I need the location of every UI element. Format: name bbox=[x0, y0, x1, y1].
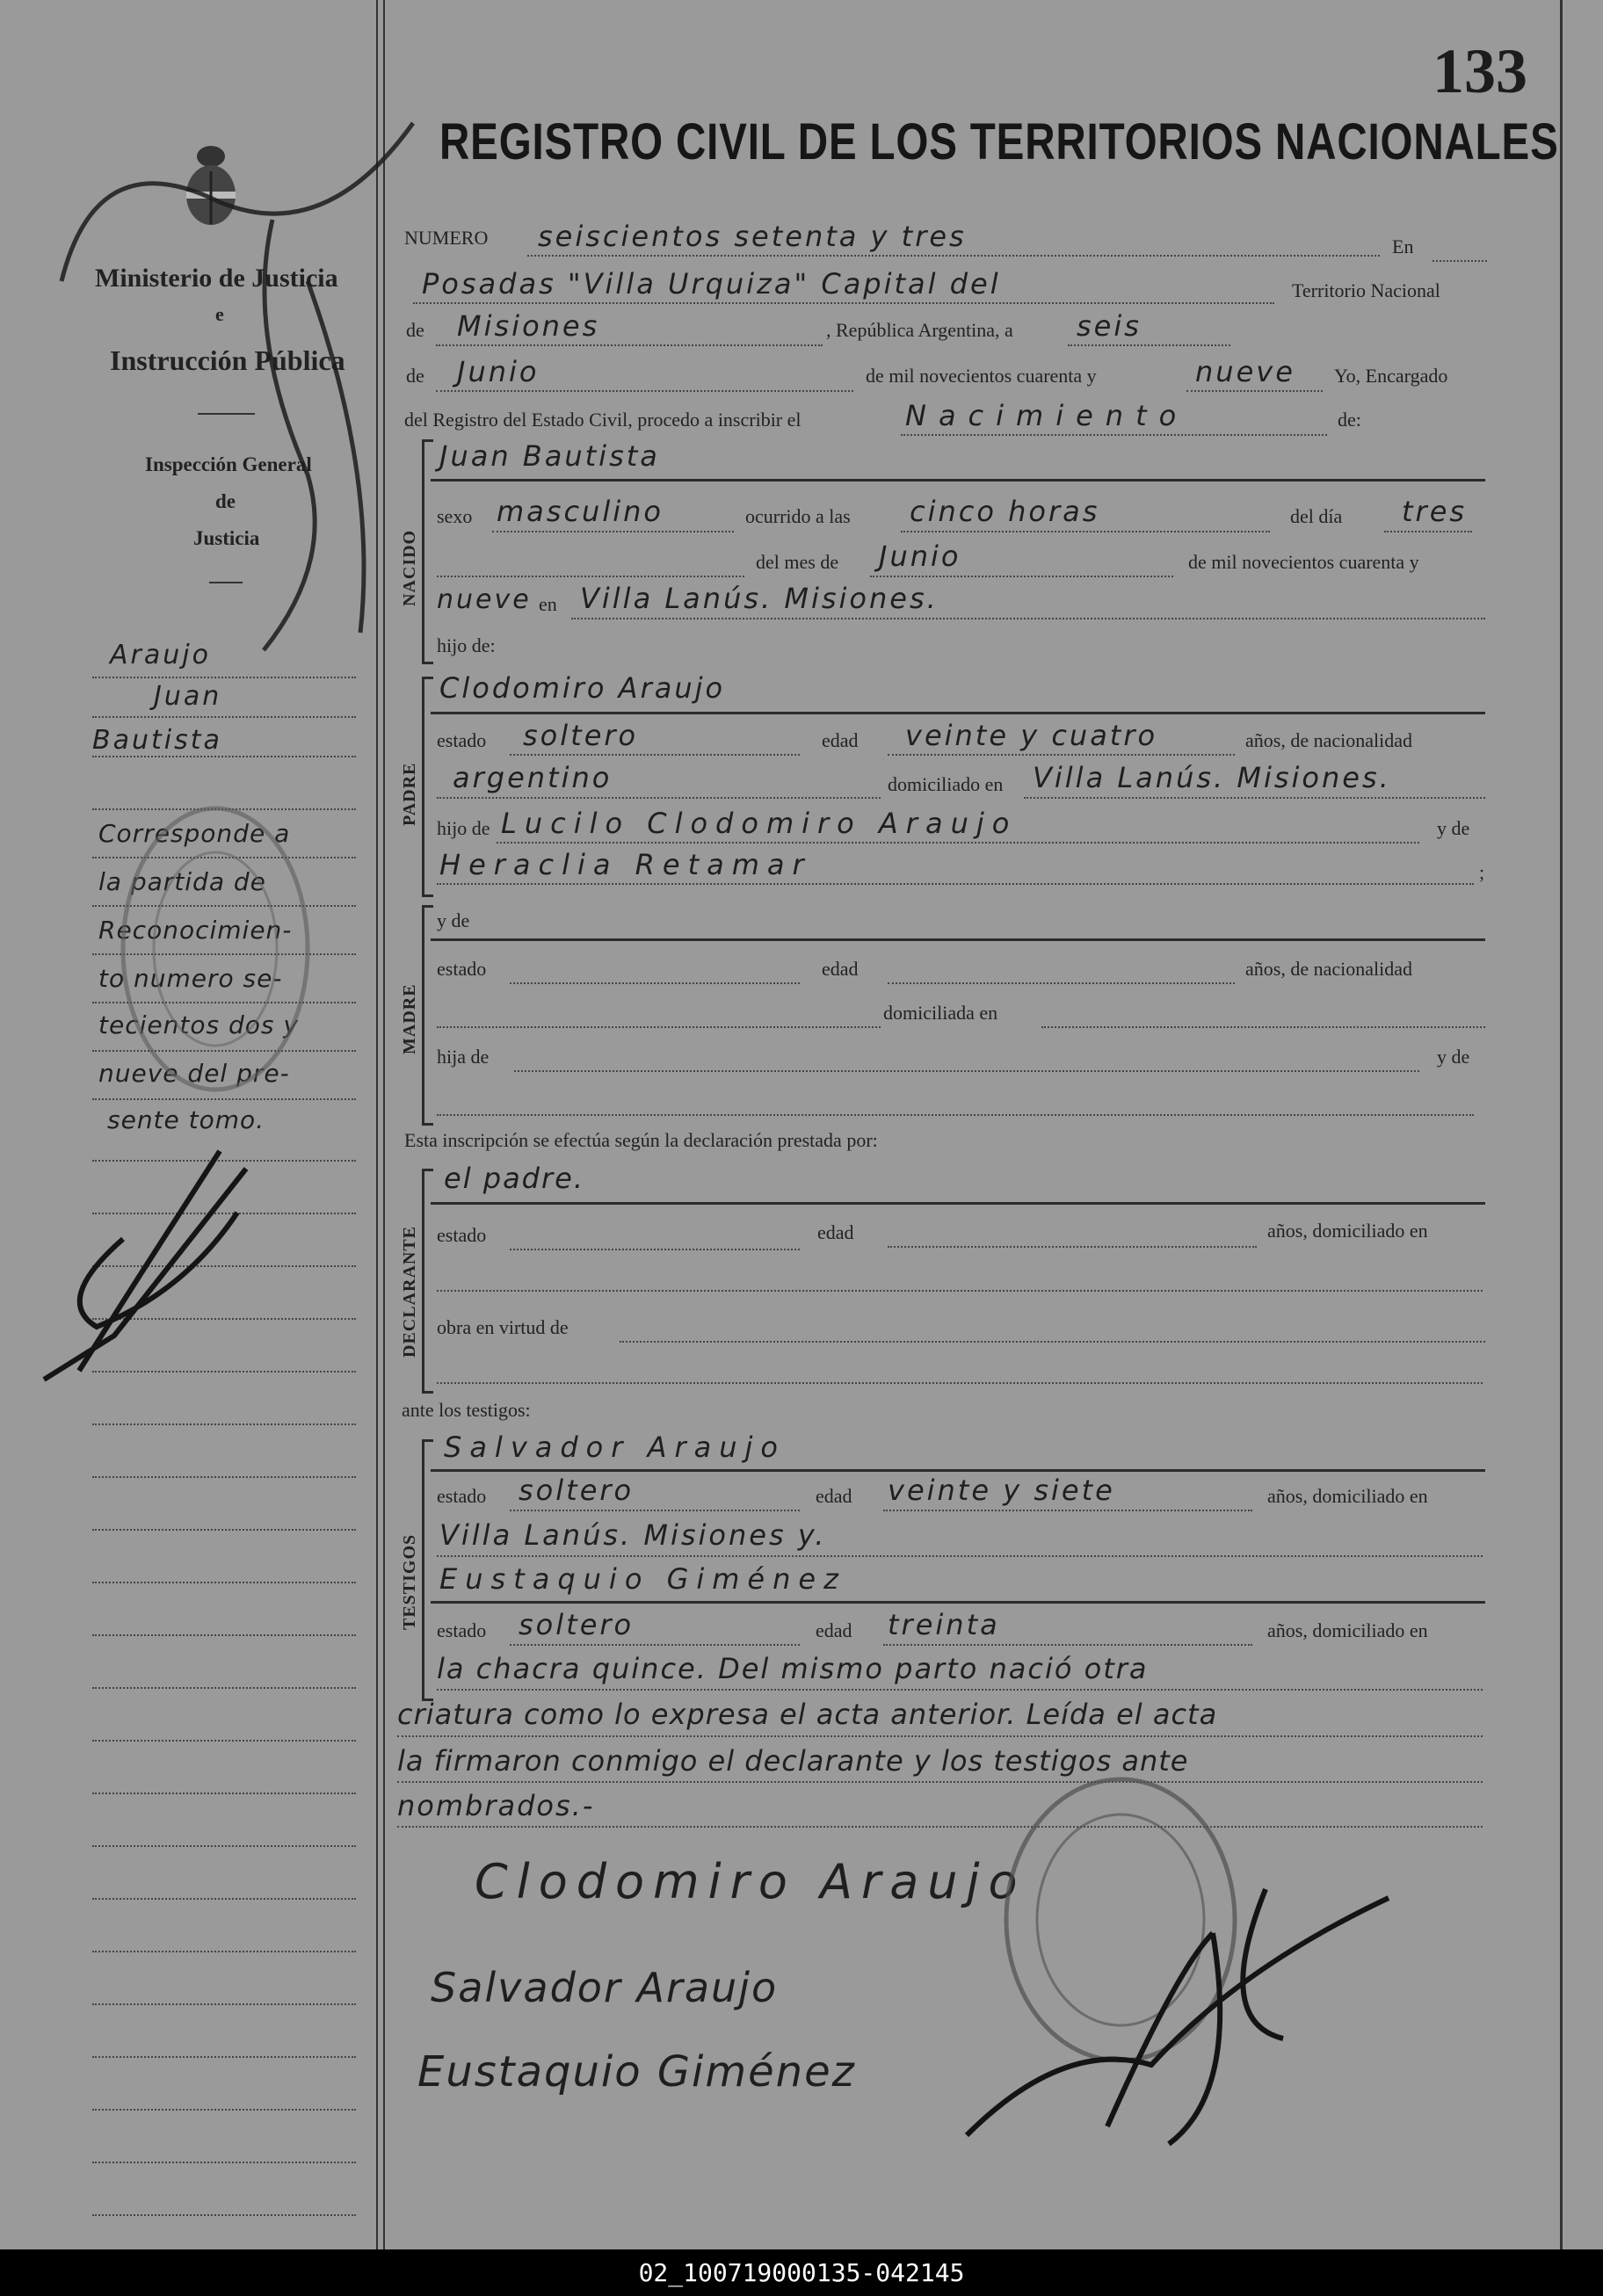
testigo1-edad-label: edad bbox=[816, 1485, 852, 1507]
right-edge-rule bbox=[1560, 0, 1563, 2249]
numero-value: seiscientos setenta y tres bbox=[538, 220, 967, 253]
hora-value: cinco horas bbox=[910, 495, 1100, 528]
inspection-line3: Justicia bbox=[193, 527, 260, 549]
footer-id-bar: 02_100719000135-042145 bbox=[0, 2249, 1603, 2296]
registro-text: del Registro del Estado Civil, procedo a inscribir el bbox=[404, 409, 802, 431]
ministry-line2: Instrucción Pública bbox=[110, 344, 345, 376]
place-value: Posadas "Villa Urquiza" Capital del bbox=[422, 267, 1001, 301]
margin-note-4: tecientos dos y bbox=[98, 1010, 299, 1039]
margin-note-6: sente tomo. bbox=[107, 1105, 265, 1134]
closing-line-3: nombrados.- bbox=[397, 1789, 595, 1822]
closing-line-1: criatura como lo expresa el acta anterior. Leída el acta bbox=[397, 1698, 1218, 1731]
flourish-scribble bbox=[44, 105, 439, 677]
padre-brace bbox=[422, 677, 433, 897]
testigo2-estado: soltero bbox=[519, 1608, 635, 1641]
declaracion-text: Esta inscripción se efectúa según la declaración prestada por: bbox=[404, 1129, 878, 1151]
year-value: nueve bbox=[1195, 355, 1295, 388]
padre-y-de-label: y de bbox=[1437, 817, 1470, 839]
madre-estado-label: estado bbox=[437, 958, 487, 980]
testigo1-anos-label: años, domiciliado en bbox=[1267, 1485, 1428, 1507]
closing-line-0: la chacra quince. Del mismo parto nació otra bbox=[437, 1652, 1149, 1685]
form-title: REGISTRO CIVIL DE LOS TERRITORIOS NACIONALES bbox=[439, 113, 1559, 170]
closing-line-2: la firmaron conmigo el declarante y los testigos ante bbox=[397, 1744, 1189, 1778]
margin-stamp bbox=[114, 795, 316, 1103]
margin-note-0: Corresponde a bbox=[98, 819, 291, 848]
declarante-label: DECLARANTE bbox=[400, 1225, 419, 1358]
padre-father-value: Lucilo Clodomiro Araujo bbox=[501, 807, 1018, 840]
republica-label: , República Argentina, a bbox=[826, 319, 1013, 341]
testigos-label: TESTIGOS bbox=[400, 1533, 419, 1630]
declarante-obra-label: obra en virtud de bbox=[437, 1316, 569, 1338]
month-value: Junio bbox=[457, 355, 540, 388]
testigo1-edad: veinte y siete bbox=[888, 1474, 1115, 1507]
padre-nacionalidad-value: argentino bbox=[453, 761, 613, 794]
nacido-year-value: nueve bbox=[437, 584, 532, 615]
madre-label: MADRE bbox=[400, 983, 419, 1054]
inspection-line1: Inspección General bbox=[145, 453, 312, 475]
padre-label: PADRE bbox=[400, 762, 419, 826]
numero-label: NUMERO bbox=[404, 227, 489, 249]
margin-note-5: nueve del pre- bbox=[98, 1059, 290, 1088]
testigo1-estado: soltero bbox=[519, 1474, 635, 1507]
padre-domicilio-value: Villa Lanús. Misiones. bbox=[1033, 761, 1391, 794]
madre-hija-label: hija de bbox=[437, 1046, 490, 1068]
declarante-name: el padre. bbox=[444, 1162, 584, 1195]
testigo2-edad: treinta bbox=[888, 1608, 1000, 1641]
margin-given1: Juan bbox=[154, 681, 222, 712]
signature-salvador: Salvador Araujo bbox=[431, 1964, 779, 2011]
padre-edad-label: edad bbox=[822, 729, 859, 751]
en-label: En bbox=[1392, 235, 1414, 257]
padre-estado-label: estado bbox=[437, 729, 487, 751]
yo-text: Yo, Encargado bbox=[1334, 365, 1448, 387]
margin-note-3: to numero se- bbox=[98, 964, 283, 993]
declarante-edad-label: edad bbox=[817, 1221, 854, 1243]
del-mes-label: del mes de bbox=[756, 551, 839, 573]
padre-edad-value: veinte y cuatro bbox=[905, 719, 1158, 752]
madre-domiciliada-label: domiciliada en bbox=[883, 1002, 998, 1024]
declarante-estado-label: estado bbox=[437, 1224, 487, 1246]
de-label-1: de bbox=[406, 319, 424, 341]
day-value: seis bbox=[1077, 309, 1142, 343]
page-number: 133 bbox=[1433, 36, 1527, 106]
dia-value: tres bbox=[1402, 495, 1468, 528]
nacido-label: NACIDO bbox=[400, 529, 419, 606]
margin-note-1: la partida de bbox=[98, 867, 266, 896]
year-text: de mil novecientos cuarenta y bbox=[866, 365, 1097, 387]
padre-anos-label: años, de nacionalidad bbox=[1245, 729, 1412, 751]
margin-surname: Araujo bbox=[110, 640, 211, 670]
signature-eustaquio: Eustaquio Giménez bbox=[417, 2047, 856, 2097]
testigo1-name: Salvador Araujo bbox=[444, 1430, 786, 1464]
registrar-signature bbox=[949, 1863, 1406, 2153]
de-label-3: de: bbox=[1338, 409, 1361, 431]
padre-name: Clodomiro Araujo bbox=[439, 671, 726, 705]
sexo-value: masculino bbox=[497, 495, 664, 528]
padre-hijo-label: hijo de bbox=[437, 817, 490, 839]
mes-value: Junio bbox=[879, 540, 961, 573]
nacido-brace bbox=[422, 439, 433, 664]
madre-anos-label: años, de nacionalidad bbox=[1245, 958, 1412, 980]
testigo2-name: Eustaquio Giménez bbox=[439, 1562, 846, 1596]
testigos-brace bbox=[422, 1439, 433, 1701]
de-label-2: de bbox=[406, 365, 424, 387]
madre-edad-label: edad bbox=[822, 958, 859, 980]
testigos-intro: ante los testigos: bbox=[402, 1399, 531, 1421]
nacido-en-label: en bbox=[539, 593, 557, 615]
testigo2-anos-label: años, domiciliado en bbox=[1267, 1619, 1428, 1641]
del-dia-label: del día bbox=[1290, 505, 1343, 527]
territorio-label: Territorio Nacional bbox=[1292, 279, 1440, 301]
margin-signature bbox=[18, 1134, 281, 1397]
acto-value: Nacimiento bbox=[905, 399, 1189, 432]
ministry-line1: Ministerio de Justicia bbox=[95, 264, 338, 293]
ministry-e: e bbox=[215, 303, 224, 325]
testigo1-estado-label: estado bbox=[437, 1485, 487, 1507]
signature-clodomiro: Clodomiro Araujo bbox=[475, 1854, 1026, 1909]
hijo-label: hijo de: bbox=[437, 634, 496, 656]
testigo1-domicilio: Villa Lanús. Misiones y. bbox=[439, 1518, 827, 1552]
inspection-line2: de bbox=[215, 490, 236, 512]
territory-value: Misiones bbox=[457, 309, 600, 343]
padre-mother-value: Heraclia Retamar bbox=[439, 848, 812, 881]
padre-semicolon: ; bbox=[1479, 861, 1485, 883]
madre-y-de-label: y de bbox=[437, 909, 470, 931]
margin-given2: Bautista bbox=[92, 725, 222, 756]
margin-note-2: Reconocimien- bbox=[98, 916, 293, 945]
nacido-year-text: de mil novecientos cuarenta y bbox=[1188, 551, 1419, 573]
testigo2-edad-label: edad bbox=[816, 1619, 852, 1641]
ocurrido-label: ocurrido a las bbox=[745, 505, 851, 527]
lugar-value: Villa Lanús. Misiones. bbox=[580, 582, 939, 615]
madre-y-de2-label: y de bbox=[1437, 1046, 1470, 1068]
nacido-name: Juan Bautista bbox=[439, 439, 660, 473]
padre-domiciliado-label: domiciliado en bbox=[888, 773, 1004, 795]
sexo-label: sexo bbox=[437, 505, 473, 527]
declarante-anos-label: años, domiciliado en bbox=[1267, 1220, 1428, 1242]
padre-estado-value: soltero bbox=[523, 719, 639, 752]
testigo2-estado-label: estado bbox=[437, 1619, 487, 1641]
